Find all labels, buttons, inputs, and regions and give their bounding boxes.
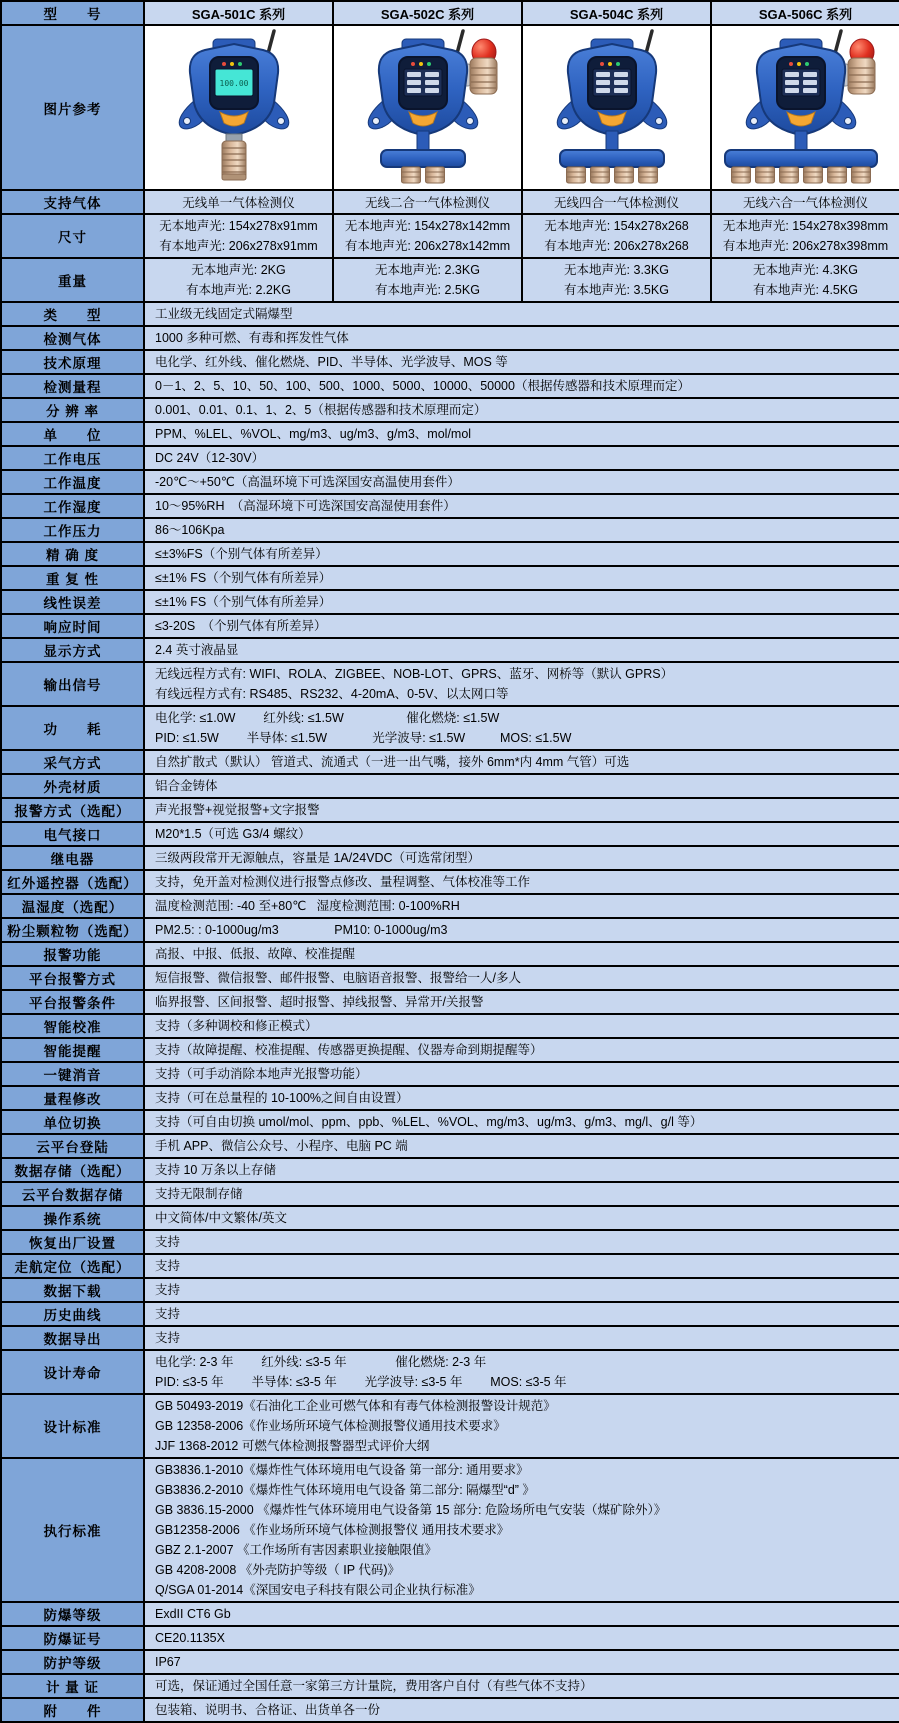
spec-row	[1, 1182, 899, 1206]
spec-row-value: -20℃～+50℃（高温环境下可选深国安高温使用套件）	[144, 470, 899, 494]
model-header-sga-502c: SGA-502C 系列	[333, 1, 522, 25]
spec-row	[1, 422, 899, 446]
spec-row-label: 报警方式（选配）	[1, 798, 144, 822]
spec-row-label: 工作湿度	[1, 494, 144, 518]
spec-row-value: 支持（可自由切换 umol/mol、ppm、ppb、%LEL、%VOL、mg/m3、ug/m3、g/m3、mg/l、g/l 等）	[144, 1110, 899, 1134]
product-name: 无线四合一气体检测仪	[522, 190, 711, 214]
spec-row	[1, 1350, 899, 1394]
spec-row	[1, 326, 899, 350]
spec-row	[1, 614, 899, 638]
spec-row-label: 历史曲线	[1, 1302, 144, 1326]
spec-row	[1, 750, 899, 774]
size-value: 无本地声光: 154x278x142mm 有本地声光: 206x278x142mm	[333, 214, 522, 258]
spec-row-label: 检测量程	[1, 374, 144, 398]
spec-row-value: PM2.5: : 0-1000ug/m3 PM10: 0-1000ug/m3	[144, 918, 899, 942]
spec-row-label: 平台报警方式	[1, 966, 144, 990]
spec-row-value: ≤3-20S （个别气体有所差异）	[144, 614, 899, 638]
spec-row-value: 声光报警+视觉报警+文字报警	[144, 798, 899, 822]
spec-row-label: 外壳材质	[1, 774, 144, 798]
spec-row-value: 高报、中报、低报、故障、校准提醒	[144, 942, 899, 966]
spec-row	[1, 942, 899, 966]
spec-row-value: 电化学、红外线、催化燃烧、PID、半导体、光学波导、MOS 等	[144, 350, 899, 374]
spec-row-value: IP67	[144, 1650, 899, 1674]
spec-row	[1, 798, 899, 822]
weight-value: 无本地声光: 3.3KG 有本地声光: 3.5KG	[522, 258, 711, 302]
spec-row-value: ExdII CT6 Gb	[144, 1602, 899, 1626]
spec-row-label: 一键消音	[1, 1062, 144, 1086]
spec-row	[1, 398, 899, 422]
spec-row-value: 支持（故障提醒、校准提醒、传感器更换提醒、仪器寿命到期提醒等）	[144, 1038, 899, 1062]
image-row-label: 图片参考	[1, 25, 144, 190]
spec-row	[1, 966, 899, 990]
spec-row-value: ≤±1% FS（个别气体有所差异）	[144, 566, 899, 590]
spec-row	[1, 1230, 899, 1254]
spec-row-label: 输出信号	[1, 662, 144, 706]
spec-row-label: 功 耗	[1, 706, 144, 750]
model-header-sga-501c: SGA-501C 系列	[144, 1, 333, 25]
row-label: 重量	[1, 258, 144, 302]
spec-row-label: 走航定位（选配）	[1, 1254, 144, 1278]
spec-row-label: 云平台登陆	[1, 1134, 144, 1158]
spec-row-value: 支持	[144, 1302, 899, 1326]
spec-row-label: 红外遥控器（选配）	[1, 870, 144, 894]
spec-row	[1, 822, 899, 846]
spec-row-value: GB3836.1-2010《爆炸性气体环境用电气设备 第一部分: 通用要求》 GB3836.2-2010《爆炸性气体环境用电气设备 第二部分: 隔爆型“d” 》 GB 3836.15-2000 《爆炸性气体环境用电气设备第 15 部分: 危险场所电气安装（煤矿除外）》 GB12358-2006 《作业场所环境气体检测报警仪 通用技术要求》 GBZ 2.1-2007 《工作场所有害因素职业接触限值》 GB 4208-2008 《外壳防护等级（ IP 代码)》 Q/SGA 01-2014《深国安电子科技有限公司企业执行标准》	[144, 1458, 899, 1602]
spec-row-value: 工业级无线固定式隔爆型	[144, 302, 899, 326]
svg-text:100.00: 100.00	[219, 79, 248, 88]
spec-row-label: 量程修改	[1, 1086, 144, 1110]
spec-row-label: 工作电压	[1, 446, 144, 470]
spec-row-value: DC 24V（12-30V）	[144, 446, 899, 470]
spec-row	[1, 446, 899, 470]
spec-row	[1, 1038, 899, 1062]
product-name: 无线六合一气体检测仪	[711, 190, 899, 214]
spec-row-label: 工作压力	[1, 518, 144, 542]
spec-row-value: 支持，免开盖对检测仪进行报警点修改、量程调整、气体校准等工作	[144, 870, 899, 894]
spec-row	[1, 706, 899, 750]
spec-row	[1, 1206, 899, 1230]
spec-row	[1, 1086, 899, 1110]
spec-row-value: 无线远程方式有: WIFI、ROLA、ZIGBEE、NOB-LOT、GPRS、蓝牙、网桥等（默认 GPRS） 有线远程方式有: RS485、RS232、4-20mA、0-5V、以太网口等	[144, 662, 899, 706]
spec-row-value: 电化学: ≤1.0W 红外线: ≤1.5W 催化燃烧: ≤1.5W PID: ≤1.5W 半导体: ≤1.5W 光学波导: ≤1.5W MOS: ≤1.5W	[144, 706, 899, 750]
size-value: 无本地声光: 154x278x398mm 有本地声光: 206x278x398mm	[711, 214, 899, 258]
spec-row-label: 单位切换	[1, 1110, 144, 1134]
spec-row-value: 0－1、2、5、10、50、100、500、1000、5000、10000、50000（根据传感器和技术原理而定）	[144, 374, 899, 398]
spec-row	[1, 846, 899, 870]
spec-row-label: 精 确 度	[1, 542, 144, 566]
spec-row	[1, 1458, 899, 1602]
spec-row-label: 报警功能	[1, 942, 144, 966]
spec-row-label: 云平台数据存储	[1, 1182, 144, 1206]
spec-row	[1, 1134, 899, 1158]
spec-row	[1, 1326, 899, 1350]
spec-row-label: 计 量 证	[1, 1674, 144, 1698]
spec-row-label: 智能提醒	[1, 1038, 144, 1062]
spec-row	[1, 1394, 899, 1458]
spec-row-value: 支持 10 万条以上存储	[144, 1158, 899, 1182]
spec-row	[1, 350, 899, 374]
spec-row	[1, 774, 899, 798]
spec-row-label: 数据导出	[1, 1326, 144, 1350]
spec-row-label: 设计标准	[1, 1394, 144, 1458]
spec-row-value: 86～106Kpa	[144, 518, 899, 542]
spec-row-value: 10～95%RH （高湿环境下可选深国安高湿使用套件）	[144, 494, 899, 518]
row-label: 尺寸	[1, 214, 144, 258]
spec-row	[1, 1674, 899, 1698]
spec-row-label: 附 件	[1, 1698, 144, 1722]
spec-row-value: CE20.1135X	[144, 1626, 899, 1650]
spec-row-value: 中文简体/中文繁体/英文	[144, 1206, 899, 1230]
product-image-cell	[522, 25, 711, 190]
spec-row-value: 温度检测范围: -40 至+80℃ 湿度检测范围: 0-100%RH	[144, 894, 899, 918]
model-header-label: 型 号	[1, 1, 144, 25]
size-value: 无本地声光: 154x278x91mm 有本地声光: 206x278x91mm	[144, 214, 333, 258]
spec-row-label: 温湿度（选配）	[1, 894, 144, 918]
spec-row-label: 数据下载	[1, 1278, 144, 1302]
spec-row-value: 支持	[144, 1326, 899, 1350]
spec-row-label: 单 位	[1, 422, 144, 446]
spec-row	[1, 1254, 899, 1278]
spec-row-label: 技术原理	[1, 350, 144, 374]
spec-row	[1, 870, 899, 894]
gas-detector-image	[149, 26, 329, 184]
spec-row-value: 电化学: 2-3 年 红外线: ≤3-5 年 催化燃烧: 2-3 年 PID: ≤3-5 年 半导体: ≤3-5 年 光学波导: ≤3-5 年 MOS: ≤3-5 年	[144, 1350, 899, 1394]
spec-row-value: 临界报警、区间报警、超时报警、掉线报警、异常开/关报警	[144, 990, 899, 1014]
product-name: 无线单一气体检测仪	[144, 190, 333, 214]
gas-detector-image	[338, 26, 518, 184]
spec-row-label: 工作温度	[1, 470, 144, 494]
spec-row-label: 操作系统	[1, 1206, 144, 1230]
spec-row-value: 支持	[144, 1278, 899, 1302]
spec-row-value: 包装箱、说明书、合格证、出货单各一份	[144, 1698, 899, 1722]
spec-row-value: 支持	[144, 1254, 899, 1278]
spec-row	[1, 1302, 899, 1326]
spec-row	[1, 590, 899, 614]
spec-row	[1, 566, 899, 590]
spec-row-value: 支持	[144, 1230, 899, 1254]
spec-row-label: 防爆等级	[1, 1602, 144, 1626]
spec-row	[1, 470, 899, 494]
spec-row-value: 1000 多种可燃、有毒和挥发性气体	[144, 326, 899, 350]
spec-row	[1, 494, 899, 518]
spec-row-value: PPM、%LEL、%VOL、mg/m3、ug/m3、g/m3、mol/mol	[144, 422, 899, 446]
spec-row-label: 平台报警条件	[1, 990, 144, 1014]
spec-row	[1, 1626, 899, 1650]
spec-row	[1, 1698, 899, 1722]
spec-row-label: 设计寿命	[1, 1350, 144, 1394]
spec-row-label: 显示方式	[1, 638, 144, 662]
spec-row-label: 分 辨 率	[1, 398, 144, 422]
spec-row	[1, 918, 899, 942]
product-name: 无线二合一气体检测仪	[333, 190, 522, 214]
weight-value: 无本地声光: 2.3KG 有本地声光: 2.5KG	[333, 258, 522, 302]
spec-row-label: 电气接口	[1, 822, 144, 846]
spec-row-label: 防护等级	[1, 1650, 144, 1674]
spec-row-label: 恢复出厂设置	[1, 1230, 144, 1254]
model-header-sga-506c: SGA-506C 系列	[711, 1, 899, 25]
weight-value: 无本地声光: 4.3KG 有本地声光: 4.5KG	[711, 258, 899, 302]
spec-row	[1, 374, 899, 398]
spec-row-value: 支持（多种调校和修正模式）	[144, 1014, 899, 1038]
spec-row-label: 继电器	[1, 846, 144, 870]
spec-row-value: 手机 APP、微信公众号、小程序、电脑 PC 端	[144, 1134, 899, 1158]
spec-row	[1, 1602, 899, 1626]
spec-row-value: ≤±3%FS（个别气体有所差异）	[144, 542, 899, 566]
spec-row	[1, 518, 899, 542]
spec-row	[1, 662, 899, 706]
spec-row-label: 执行标准	[1, 1458, 144, 1602]
product-image-cell	[144, 25, 333, 190]
spec-row-label: 线性误差	[1, 590, 144, 614]
spec-row-value: 三级两段常开无源触点，容量是 1A/24VDC（可选常闭型）	[144, 846, 899, 870]
spec-row	[1, 1278, 899, 1302]
product-image-cell	[333, 25, 522, 190]
spec-row-label: 采气方式	[1, 750, 144, 774]
row-label: 支持气体	[1, 190, 144, 214]
size-row	[1, 214, 899, 258]
spec-row-value: 短信报警、微信报警、邮件报警、电脑语音报警、报警给一人/多人	[144, 966, 899, 990]
spec-row	[1, 302, 899, 326]
spec-row-value: 支持（可手动消除本地声光报警功能）	[144, 1062, 899, 1086]
spec-row-value: 铝合金铸体	[144, 774, 899, 798]
spec-row-label: 粉尘颗粒物（选配）	[1, 918, 144, 942]
spec-row-label: 防爆证号	[1, 1626, 144, 1650]
spec-row	[1, 1158, 899, 1182]
image-row	[1, 25, 899, 190]
spec-row-value: 自然扩散式（默认） 管道式、流通式（一进一出气嘴，接外 6mm*内 4mm 气管）可选	[144, 750, 899, 774]
spec-row-label: 智能校准	[1, 1014, 144, 1038]
weight-row	[1, 258, 899, 302]
spec-row	[1, 1062, 899, 1086]
header-row	[1, 1, 899, 25]
spec-row-label: 检测气体	[1, 326, 144, 350]
spec-row	[1, 638, 899, 662]
product-image-cell	[711, 25, 899, 190]
gas-detector-image	[527, 26, 707, 184]
spec-row-label: 类 型	[1, 302, 144, 326]
spec-row-value: 0.001、0.01、0.1、1、2、5（根据传感器和技术原理而定）	[144, 398, 899, 422]
gas-detector-image	[716, 26, 896, 184]
spec-row-value: 支持（可在总量程的 10-100%之间自由设置）	[144, 1086, 899, 1110]
spec-row	[1, 542, 899, 566]
spec-row-label: 重 复 性	[1, 566, 144, 590]
spec-row-label: 响应时间	[1, 614, 144, 638]
spec-row-value: M20*1.5（可选 G3/4 螺纹）	[144, 822, 899, 846]
spec-row	[1, 1014, 899, 1038]
spec-row	[1, 1650, 899, 1674]
model-header-sga-504c: SGA-504C 系列	[522, 1, 711, 25]
weight-value: 无本地声光: 2KG 有本地声光: 2.2KG	[144, 258, 333, 302]
spec-row	[1, 1110, 899, 1134]
spec-row	[1, 990, 899, 1014]
spec-row-value: 2.4 英寸液晶显	[144, 638, 899, 662]
spec-row-label: 数据存储（选配）	[1, 1158, 144, 1182]
spec-row-value: ≤±1% FS（个别气体有所差异）	[144, 590, 899, 614]
spec-row-value: GB 50493-2019《石油化工企业可燃气体和有毒气体检测报警设计规范》 GB 12358-2006《作业场所环境气体检测报警仪通用技术要求》 JJF 1368-2012 可燃气体检测报警器型式评价大纲	[144, 1394, 899, 1458]
size-value: 无本地声光: 154x278x268 有本地声光: 206x278x268	[522, 214, 711, 258]
spec-row-value: 可选，保证通过全国任意一家第三方计量院，费用客户自付（有些气体不支持）	[144, 1674, 899, 1698]
spec-row	[1, 894, 899, 918]
product-name-row	[1, 190, 899, 214]
spec-row-value: 支持无限制存储	[144, 1182, 899, 1206]
